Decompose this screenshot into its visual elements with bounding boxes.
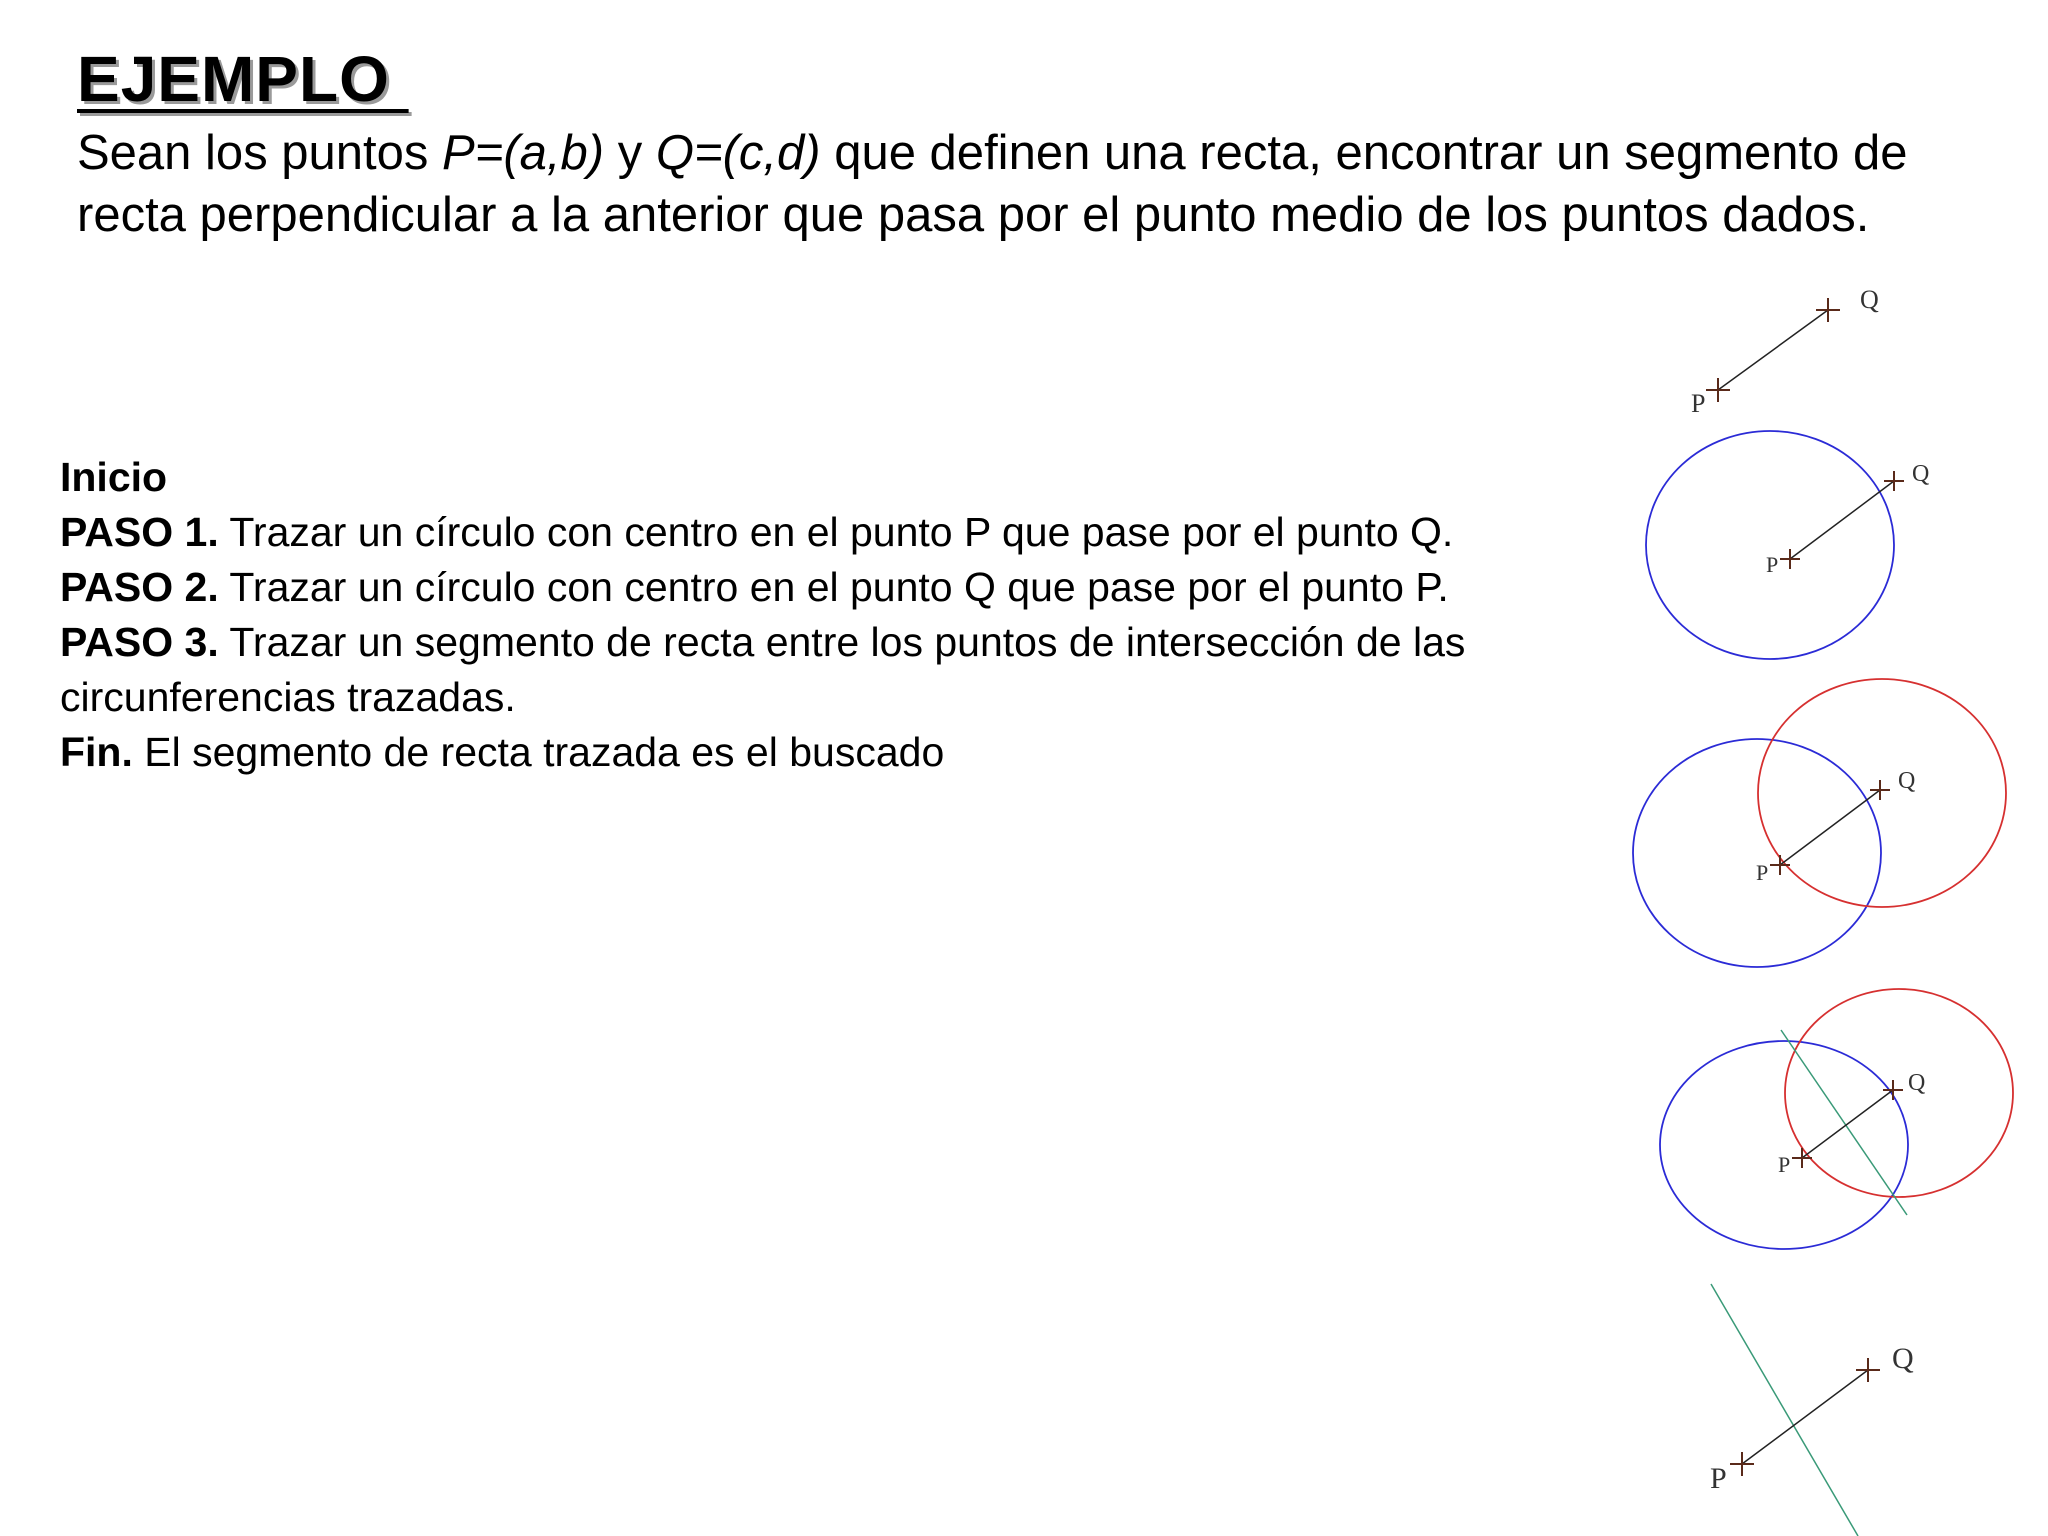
circle-p xyxy=(1646,431,1894,659)
step-label: Inicio xyxy=(60,454,168,500)
intro-text-2: y xyxy=(604,126,656,180)
segment-pq xyxy=(1780,790,1880,865)
perpendicular-bisector xyxy=(1711,1284,1858,1536)
step-label: PASO 2. xyxy=(60,564,219,610)
point-p-label: P xyxy=(1710,1462,1727,1495)
point-q-label: Q xyxy=(1892,1342,1914,1375)
step-text: El segmento de recta trazada es el buscado xyxy=(132,729,945,775)
segment-pq xyxy=(1742,1370,1868,1464)
point-q-label: Q xyxy=(1912,461,1930,487)
step-label: PASO 3. xyxy=(60,619,219,665)
step-label: Fin. xyxy=(60,729,133,775)
circle-q xyxy=(1785,989,2013,1197)
segment-pq xyxy=(1802,1090,1893,1158)
segment-pq xyxy=(1718,310,1828,390)
point-p-label: P xyxy=(1766,552,1779,577)
point-q-label: Q xyxy=(1898,768,1916,794)
intro-text-3: que definen una recta, encontrar un segmento de recta perpendicular a la anterior que pasa por el punto medio de los puntos dados. xyxy=(77,126,1908,242)
point-q-definition: Q=(c,d) xyxy=(655,126,821,180)
perpendicular-bisector xyxy=(1781,1030,1907,1215)
step-label: PASO 1. xyxy=(60,509,219,555)
point-q-label: Q xyxy=(1908,1070,1926,1096)
step-text: Trazar un círculo con centro en el punto Q que pase por el punto P. xyxy=(218,564,1449,610)
step-text: Trazar un segmento de recta entre los puntos de intersección de las circunferencias trazadas. xyxy=(60,619,1466,720)
point-p-definition: P=(a,b) xyxy=(442,126,605,180)
point-p-label: P xyxy=(1691,389,1706,418)
point-p-label: P xyxy=(1756,860,1769,885)
circle-p xyxy=(1660,1041,1908,1249)
intro-text-1: Sean los puntos xyxy=(77,126,443,180)
step-text: Trazar un círculo con centro en el punto P que pase por el punto Q. xyxy=(218,509,1454,555)
circle-p xyxy=(1633,739,1881,967)
circle-q xyxy=(1758,679,2006,907)
page-title: EJEMPLO xyxy=(77,43,409,115)
segment-pq xyxy=(1790,481,1894,559)
point-p-label: P xyxy=(1778,1152,1791,1177)
point-q-label: Q xyxy=(1860,285,1879,314)
